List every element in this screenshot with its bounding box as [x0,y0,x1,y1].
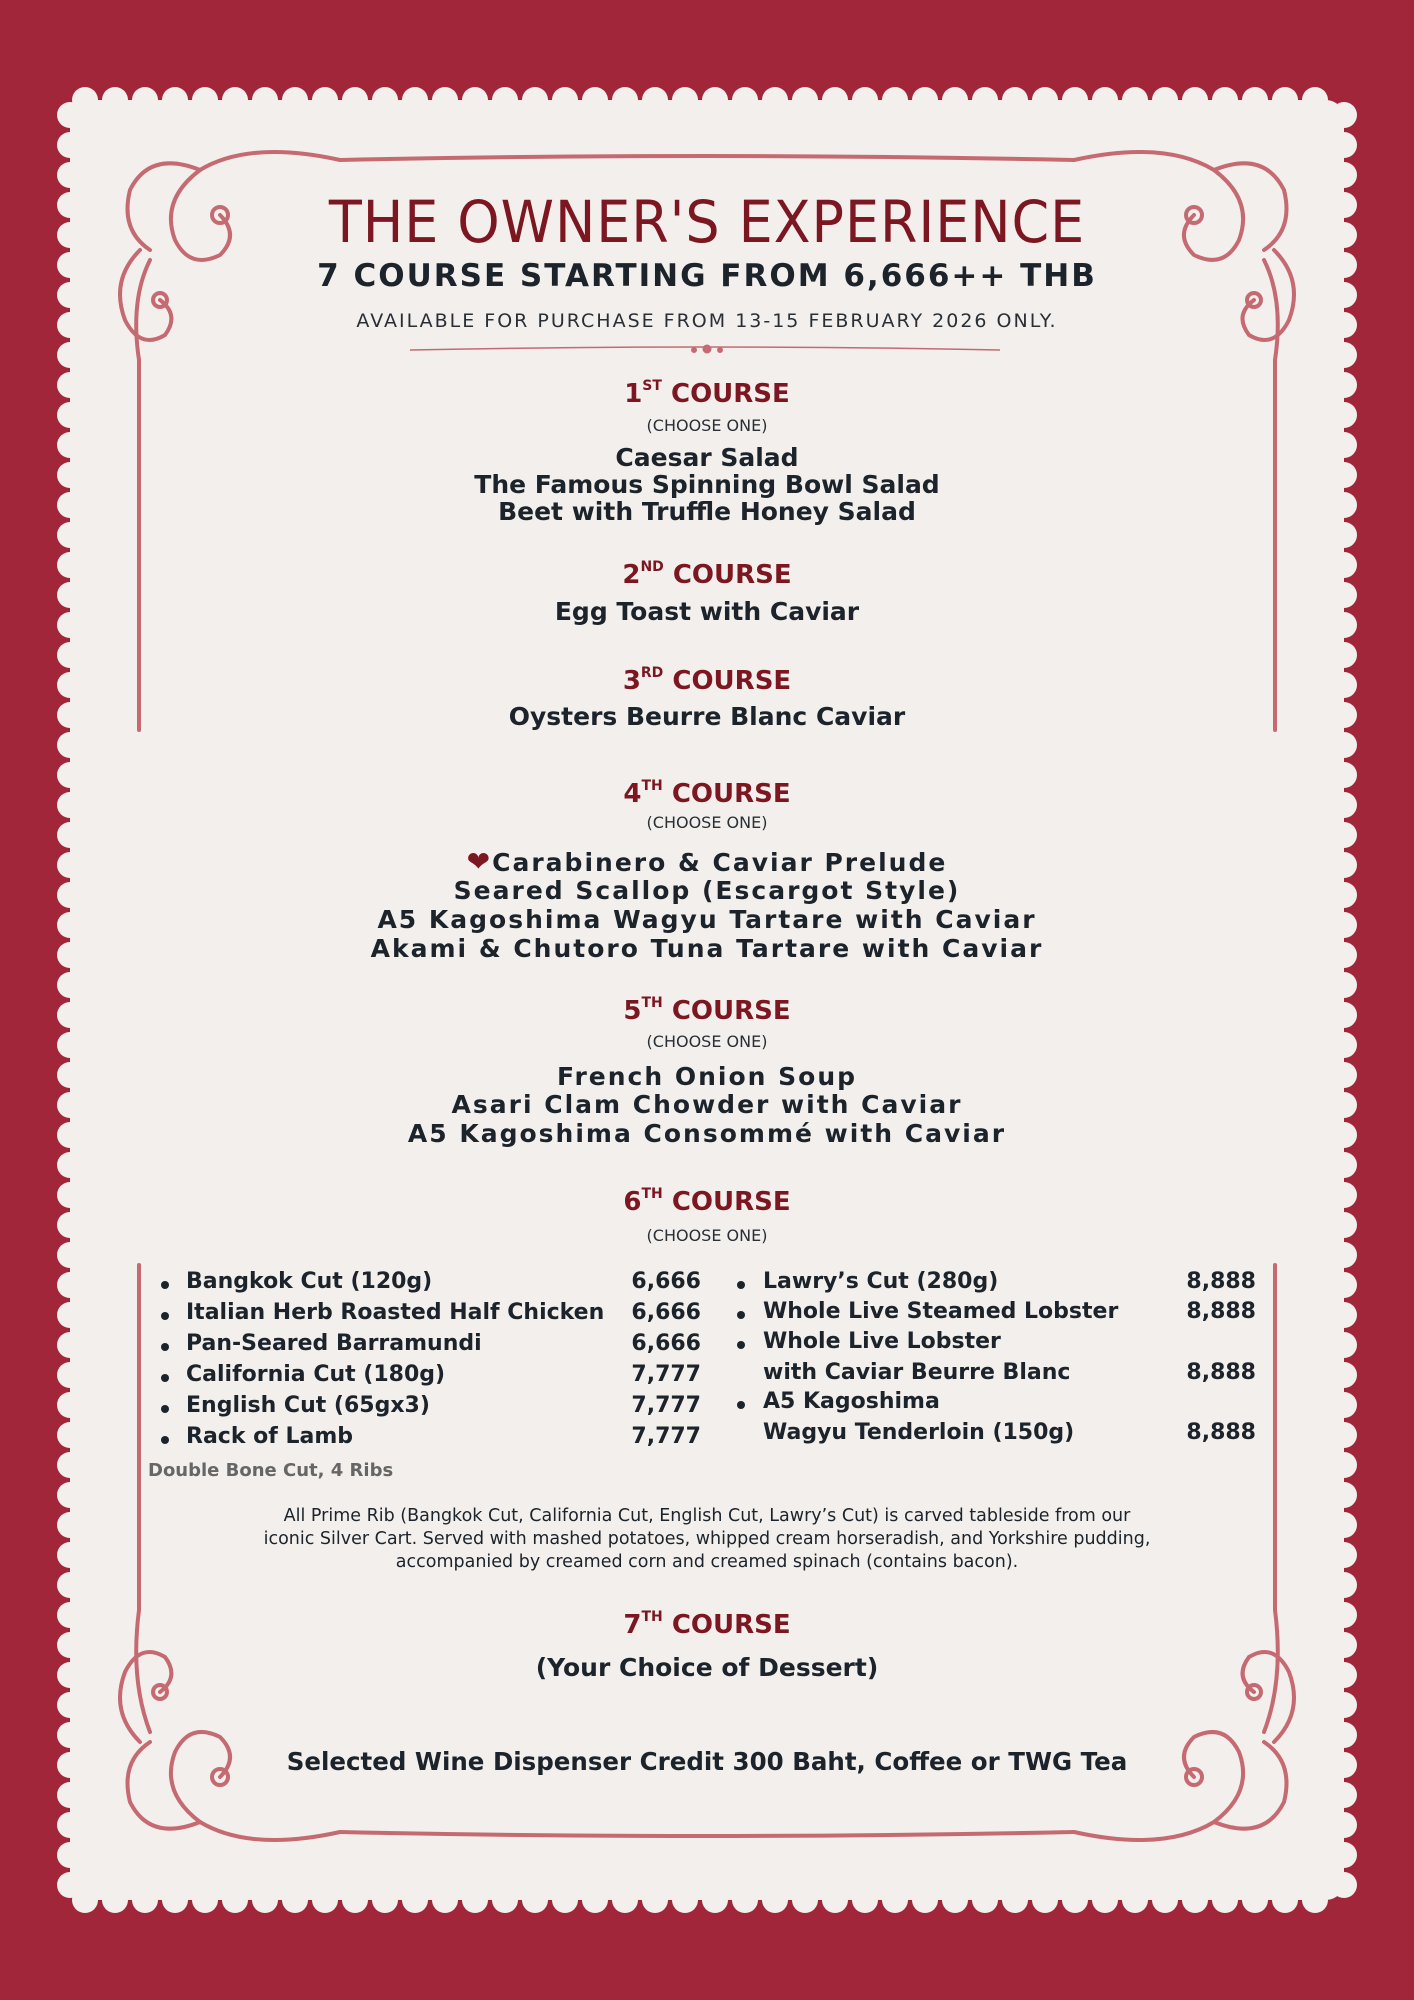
dish-clam-chowder: Asari Clam Chowder with Caviar [451,1090,963,1119]
main-lobster-caviar: Whole Live Lobster [763,1329,1001,1354]
dish-wagyu-tartare: A5 Kagoshima Wagyu Tartare with Caviar [377,905,1037,934]
dish-french-onion-soup: French Onion Soup [556,1062,858,1091]
main-california-cut: California Cut (180g) [186,1362,446,1387]
price-steamed-lobster: 8,888 [1186,1299,1256,1324]
dish-consomme: A5 Kagoshima Consommé with Caviar [407,1119,1007,1148]
dish-spinning-bowl-salad: The Famous Spinning Bowl Salad [474,470,940,499]
menu-subtitle: 7 COURSE STARTING FROM 6,666++ THB [317,258,1097,294]
prime-rib-note-line: All Prime Rib (Bangkok Cut, California Cut, English Cut, Lawry’s Cut) is carved tableside from our [283,1506,1131,1526]
bullet-icon [161,1405,169,1413]
price-rack-of-lamb: 7,777 [631,1424,701,1449]
dessert-choice: (Your Choice of Dessert) [535,1653,879,1682]
bullet-icon [737,1341,745,1349]
price-a5-tenderloin: 8,888 [1186,1420,1256,1445]
course-5-choose-note: (CHOOSE ONE) [646,1032,768,1051]
bullet-icon [161,1436,169,1444]
course-5-heading: 5TH COURSE [623,995,791,1026]
prime-rib-note [0,1505,1414,1574]
course-4-choose-note: (CHOOSE ONE) [646,813,768,832]
main-lawrys-cut: Lawry’s Cut (280g) [763,1269,999,1294]
price-lobster-caviar: 8,888 [1186,1360,1256,1385]
bullet-icon [161,1312,169,1320]
main-half-chicken: Italian Herb Roasted Half Chicken [186,1300,605,1325]
bullet-icon [161,1343,169,1351]
course-6-heading: 6TH COURSE [623,1186,791,1217]
price-lawrys-cut: 8,888 [1186,1269,1256,1294]
price-barramundi: 6,666 [631,1331,701,1356]
main-lobster-caviar-line2: with Caviar Beurre Blanc [763,1360,1071,1385]
bullet-icon [737,1281,745,1289]
course-1-choose-note: (CHOOSE ONE) [646,416,768,435]
main-bangkok-cut: Bangkok Cut (120g) [186,1269,433,1294]
main-english-cut: English Cut (65gx3) [186,1393,430,1418]
main-rack-of-lamb: Rack of Lamb [186,1424,353,1449]
main-a5-tenderloin-line2: Wagyu Tenderloin (150g) [763,1420,1075,1445]
bullet-icon [161,1281,169,1289]
dish-oysters: Oysters Beurre Blanc Caviar [508,702,906,731]
price-bangkok-cut: 6,666 [631,1269,701,1294]
main-steamed-lobster: Whole Live Steamed Lobster [763,1299,1119,1324]
dish-egg-toast: Egg Toast with Caviar [554,597,860,626]
main-a5-tenderloin: A5 Kagoshima [763,1389,940,1414]
availability-note: AVAILABLE FOR PURCHASE FROM 13-15 FEBRUARY 2026 ONLY. [356,310,1058,332]
prime-rib-note-line: accompanied by creamed corn and creamed spinach (contains bacon). [395,1552,1019,1572]
dish-tuna-tartare: Akami & Chutoro Tuna Tartare with Caviar [370,934,1044,963]
dish-carabinero: ❤Carabinero & Caviar Prelude [466,845,948,878]
course-1-heading: 1ST COURSE [624,378,790,409]
dish-caesar-salad: Caesar Salad [615,443,799,472]
menu-title: THE OWNER'S EXPERIENCE [328,188,1086,256]
heart-icon: ❤ [466,845,493,878]
course-2-heading: 2ND COURSE [622,559,792,590]
course-7-heading: 7TH COURSE [623,1609,791,1640]
wine-coffee-note: Selected Wine Dispenser Credit 300 Baht, Coffee or TWG Tea [286,1747,1128,1776]
prime-rib-note-line: iconic Silver Cart. Served with mashed potatoes, whipped cream horseradish, and Yorkshire pudding, [263,1529,1151,1549]
bullet-icon [161,1374,169,1382]
course-4-heading: 4TH COURSE [623,778,791,809]
dish-seared-scallop: Seared Scallop (Escargot Style) [453,876,961,905]
course-6-choose-note: (CHOOSE ONE) [646,1226,768,1245]
course-3-heading: 3RD COURSE [622,665,792,696]
price-half-chicken: 6,666 [631,1300,701,1325]
main-barramundi: Pan-Seared Barramundi [186,1331,482,1356]
rack-of-lamb-note: Double Bone Cut, 4 Ribs [148,1460,394,1481]
bullet-icon [737,1311,745,1319]
bullet-icon [737,1401,745,1409]
price-california-cut: 7,777 [631,1362,701,1387]
price-english-cut: 7,777 [631,1393,701,1418]
dish-beet-truffle-salad: Beet with Truffle Honey Salad [498,497,916,526]
